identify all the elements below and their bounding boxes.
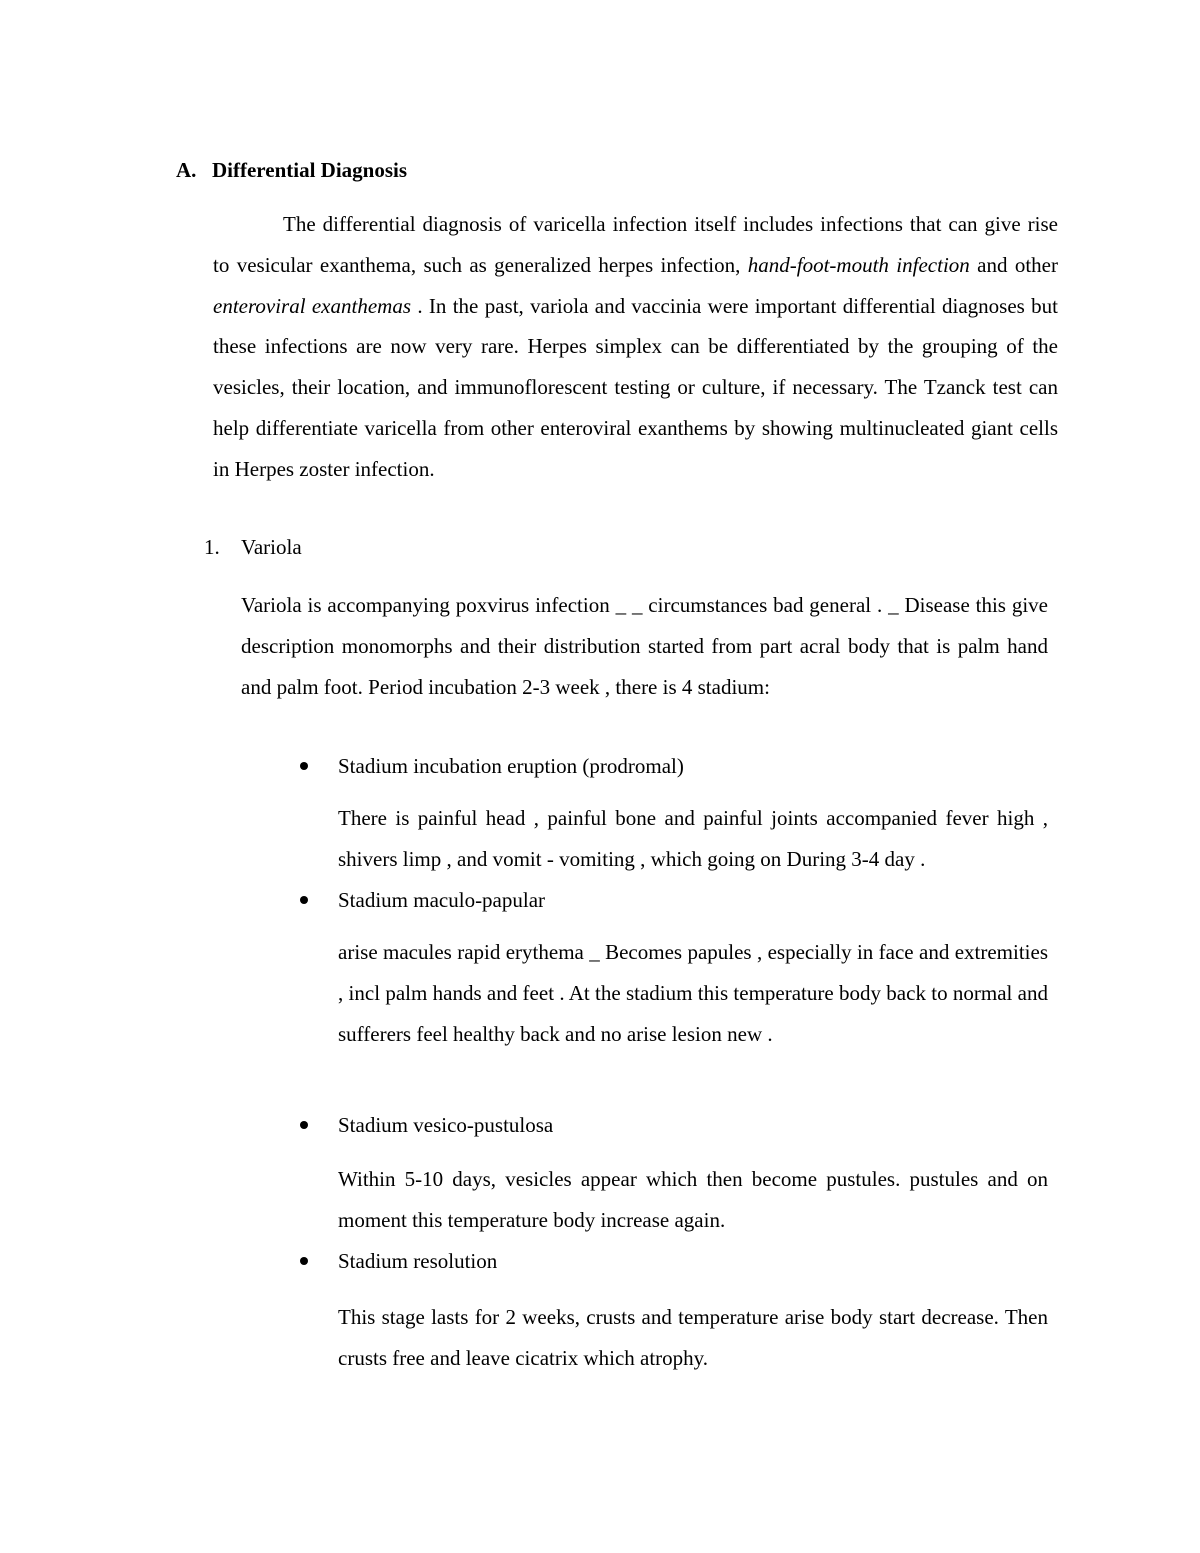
- bullet-dot-icon: [300, 896, 308, 904]
- section-title: Differential Diagnosis: [212, 158, 408, 182]
- stage-title: Stadium maculo-papular: [338, 888, 546, 912]
- stage-description: Within 5-10 days, vesicles appear which then become pustules. pustules and on moment this temperature body increase again.: [338, 1167, 1048, 1232]
- bullet-dot-icon: [300, 1257, 308, 1265]
- intro-paragraph: [213, 204, 1058, 490]
- section-heading: [176, 156, 407, 184]
- stage-title: Stadium incubation eruption (prodromal): [338, 754, 684, 778]
- numbered-list-item: [204, 533, 302, 561]
- stage-description: There is painful head , painful bone and painful joints accompanied fever high , shivers limp , and vomit - vomiting , which going on During 3-4 day .: [338, 806, 1048, 871]
- section-marker: A.: [176, 158, 197, 182]
- intro-text-1: The differential diagnosis of varicella infection itself includes infections that can give rise to vesicular exanthema, such as generalized herpes infection,: [213, 212, 1058, 277]
- stage-title: Stadium resolution: [338, 1249, 498, 1273]
- list-item-title: Variola: [241, 535, 302, 559]
- intro-text-2: and other: [969, 252, 1058, 277]
- stage-description: This stage lasts for 2 weeks, crusts and temperature arise body start decrease. Then crusts free and leave cicatrix which atrophy.: [338, 1305, 1048, 1370]
- list-number: 1.: [204, 535, 220, 559]
- variola-paragraph: Variola is accompanying poxvirus infection _ _ circumstances bad general . _ Disease this give description monomorphs and their distribution started from part acral body that is palm hand and palm foot. Period incubation 2-3 week , there is 4 stadium:: [241, 593, 1048, 699]
- intro-text-3: . In the past, variola and vaccinia were important differential diagnoses but these infections are now very rare. Herpes simplex can be differentiated by the grouping of the vesicles, their location, and immunoflorescent testing or culture, if necessary. The Tzanck test can help differentiate varicella from other enteroviral exanthems by showing multinucleated giant cells in Herpes zoster infection.: [213, 293, 1058, 481]
- intro-italic-1: hand-foot-mouth infection: [747, 252, 970, 277]
- stage-title: Stadium vesico-pustulosa: [338, 1113, 554, 1137]
- intro-italic-2: enteroviral exanthemas: [213, 293, 411, 318]
- bullet-dot-icon: [300, 762, 308, 770]
- stage-description: arise macules rapid erythema _ Becomes papules , especially in face and extremities , incl palm hands and feet . At the stadium this temperature body back to normal and sufferers feel healthy back and no arise lesion new .: [338, 940, 1048, 1046]
- bullet-dot-icon: [300, 1121, 308, 1129]
